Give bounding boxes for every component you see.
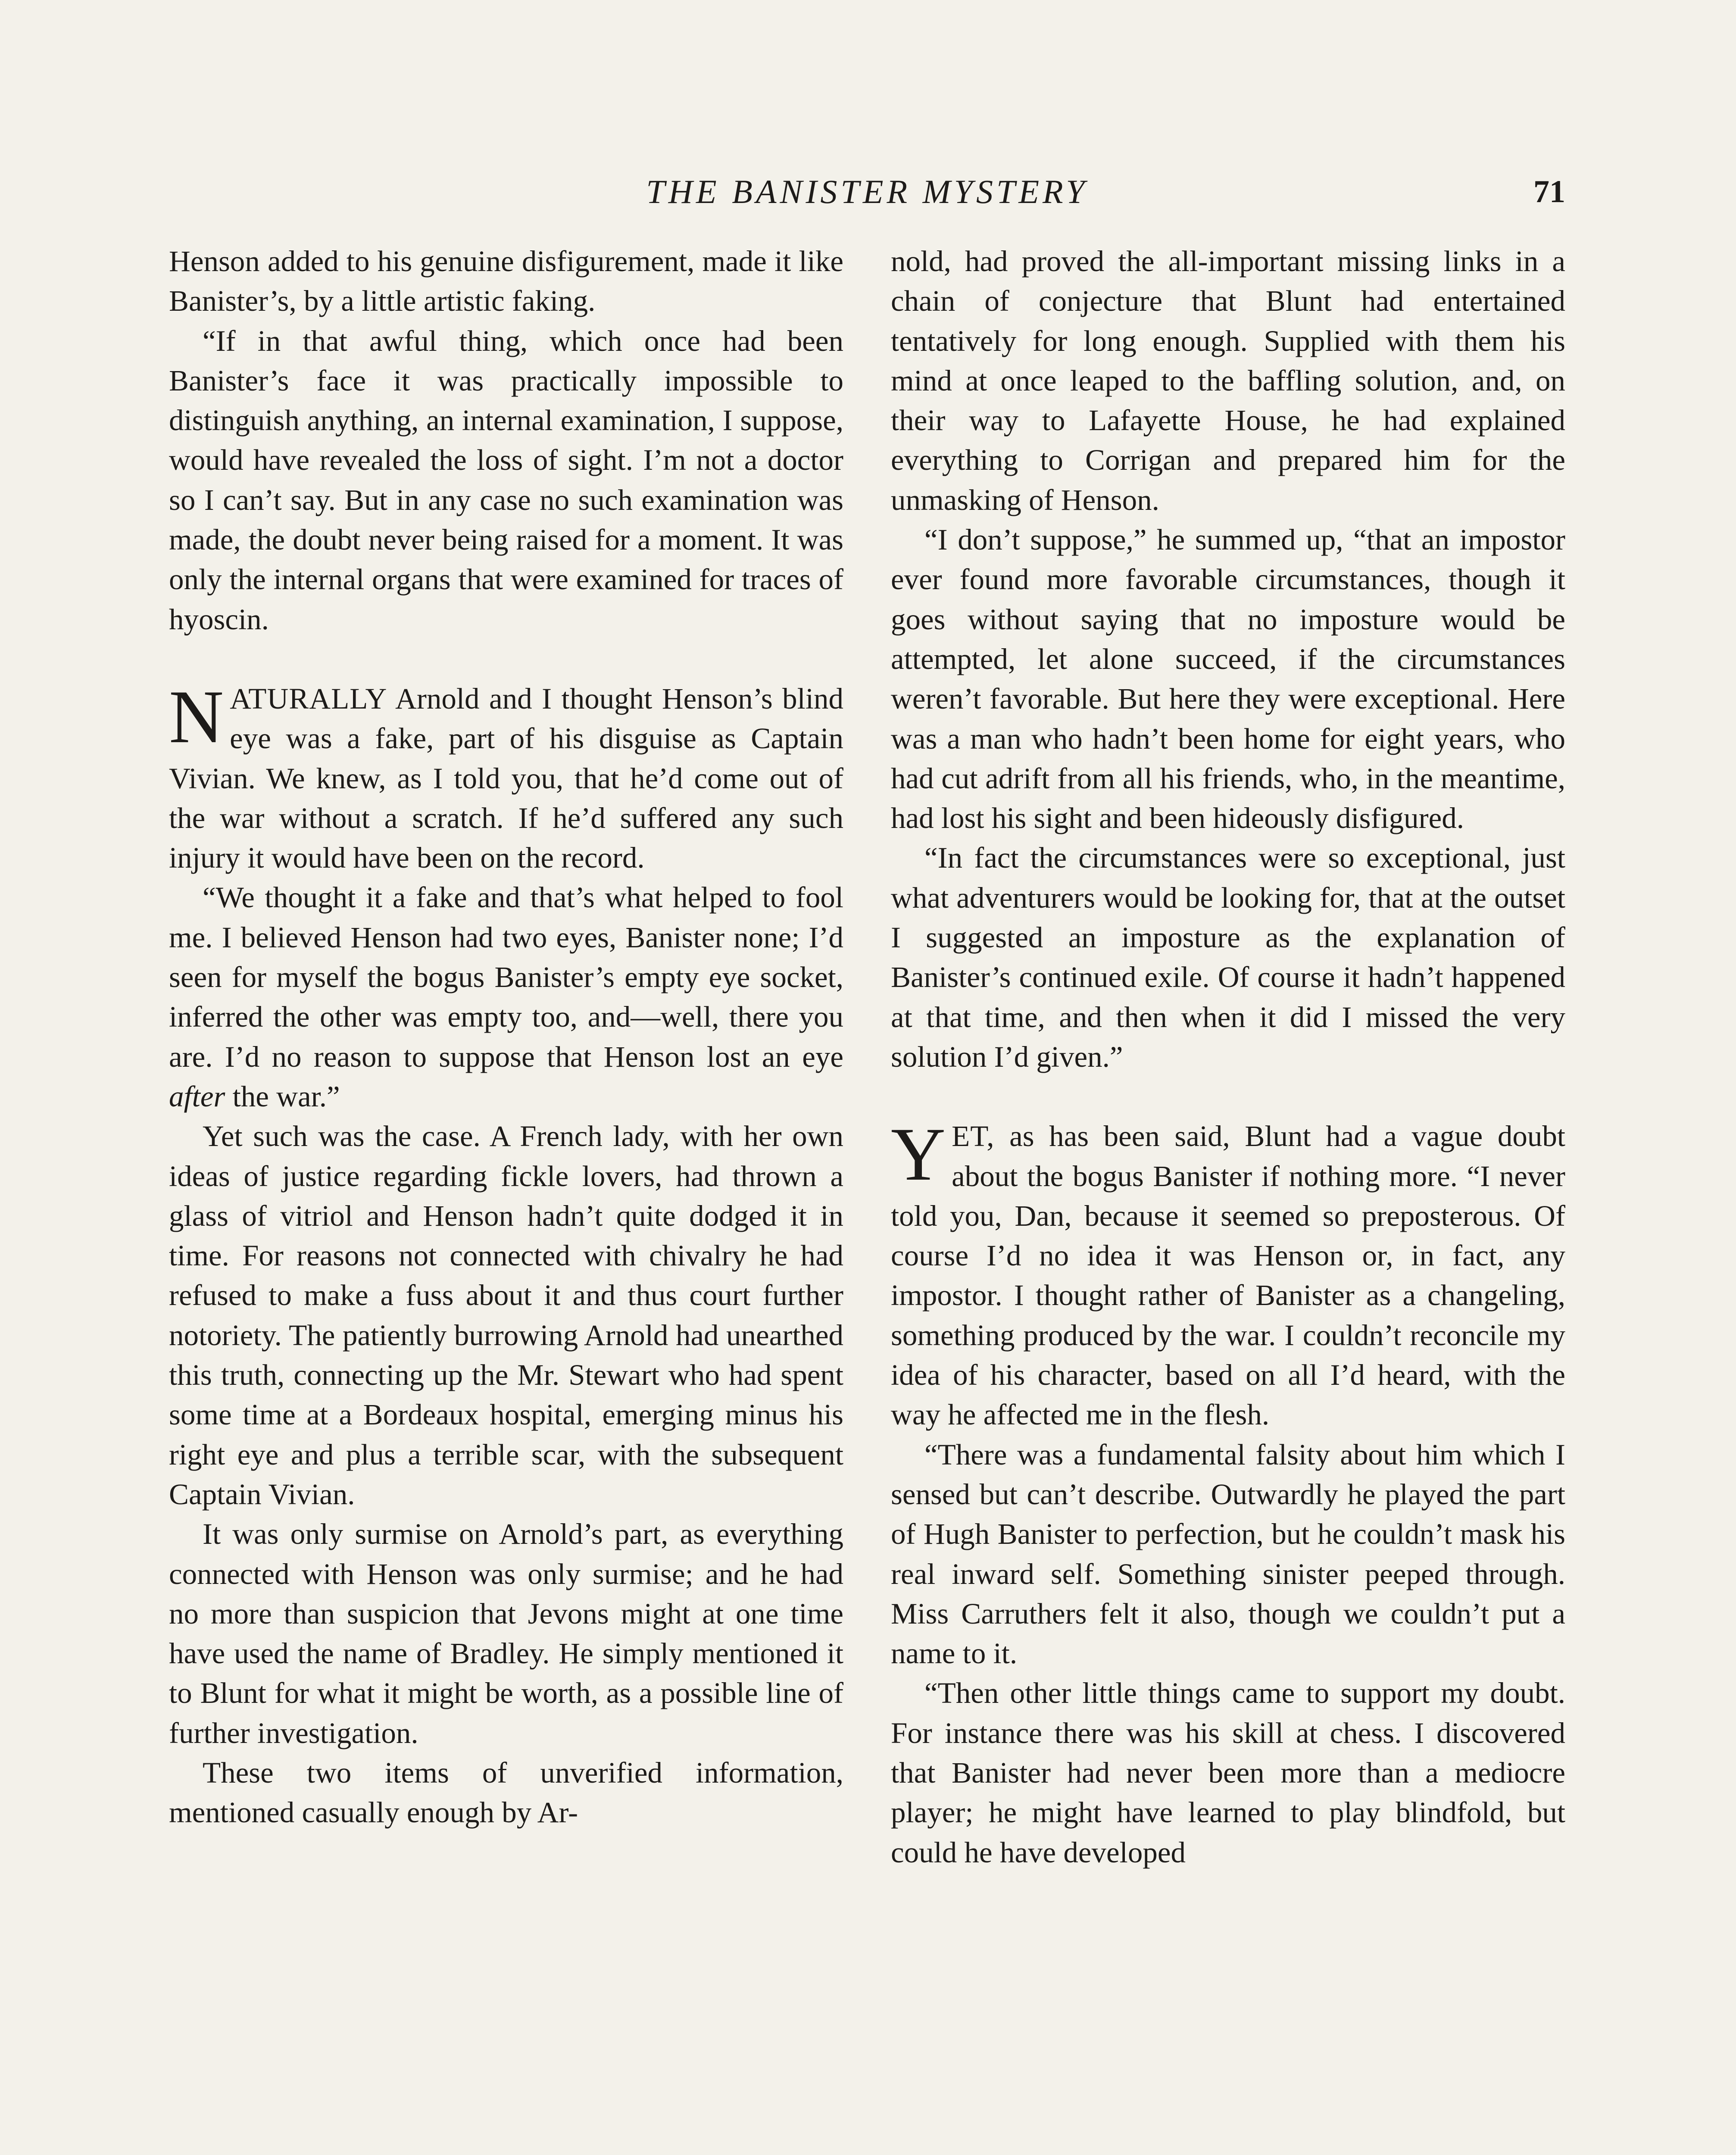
paragraph-text: as has been said, Blunt had a vague doubt about the bogus Banister if nothing more. “I never told you, Dan, because it seemed so preposterous. Of course I’d no idea it was Henson or, in fact, any impostor. I thought rather of Banister as a changeling, something produced by the war. I couldn’t reconcile my idea of his character, based on all I’d heard, with the way he affected me in the flesh. — [891, 1120, 1565, 1431]
small-caps-lead: ATURALLY — [230, 682, 387, 715]
section-paragraph — [169, 675, 843, 878]
italic-word: after — [169, 1080, 225, 1113]
page-number: 71 — [1533, 174, 1565, 209]
paragraph: nold, had proved the all-important missing links in a chain of conjecture that Blunt had entertained tentatively for long enough. Supplied with them his mind at once leaped to the baffling solution, and, on their way to Lafayette House, he had explained everything to Corrigan and prepared him for the unmasking of Henson. — [891, 245, 1565, 516]
paragraph — [169, 878, 843, 1116]
paragraph-text: Arnold and I thought Henson’s blind eye was a fake, part of his disguise as Captain Vivian. We knew, as I told you, that he’d come out of the war without a scratch. If he’d suffered any such injury it would have been on the record. — [169, 682, 843, 874]
running-head — [169, 168, 1565, 216]
running-title: THE BANISTER MYSTERY — [646, 173, 1088, 210]
paragraph: Henson added to his genuine disfigurement, made it like Banister’s, by a little artistic faking. — [169, 245, 843, 318]
drop-cap: Y — [891, 1112, 946, 1197]
paragraph: Yet such was the case. A French lady, with her own ideas of justice regarding fickle lovers, had thrown a glass of vitriol and Henson hadn’t quite dodged it in time. For reasons not connected with chivalry he had refused to make a fuss about it and thus court further notoriety. The patiently burrowing Arnold had unearthed this truth, connecting up the Mr. Stewart who had spent some time at a Bordeaux hospital, emerging minus his right eye and plus a terrible scar, with the subsequent Captain Vivian. — [169, 1120, 843, 1511]
paragraph: It was only surmise on Arnold’s part, as everything connected with Henson was only surmise; and he had no more than suspicion that Jevons might at one time have used the name of Bradley. He simply mentioned it to Blunt for what it might be worth, as a possible line of further investigation. — [169, 1518, 843, 1749]
paragraph: “I don’t suppose,” he summed up, “that an impostor ever found more favorable circumstances, though it goes without saying that no imposture would be attempted, let alone succeed, if the circumstances weren’t favorable. But here they were exceptional. Here was a man who hadn’t been home for eight years, who had cut adrift from all his friends, who, in the meantime, had lost his sight and been hideously disfigured. — [891, 523, 1565, 835]
small-caps-lead: ET, — [952, 1120, 995, 1153]
left-column — [169, 241, 843, 1833]
drop-cap: N — [169, 675, 224, 759]
paragraph-text: “We thought it a fake and that’s what helped to fool me. I believed Henson had two eyes, Banister none; I’d seen for myself the bogus Banister’s empty eye socket, inferred the other was empty too, and—well, there you are. I’d no reason to suppose that Henson lost an eye — [169, 881, 843, 1073]
section-paragraph — [891, 1112, 1565, 1434]
right-column — [891, 241, 1565, 1872]
paragraph: These two items of unverified information, mentioned casually enough by Ar- — [169, 1756, 843, 1829]
paragraph: “In fact the circumstances were so exceptional, just what adventurers would be looking for, that at the outset I suggested an imposture as the explanation of Banister’s continued exile. Of course it hadn’t happened at that time, and then when it did I missed the very solution I’d given.” — [891, 841, 1565, 1073]
paragraph: “There was a fundamental falsity about him which I sensed but can’t describe. Outwardly he played the part of Hugh Banister to perfection, but he couldn’t mask his real inward self. Something sinister peeped through. Miss Carruthers felt it also, though we couldn’t put a name to it. — [891, 1438, 1565, 1670]
paragraph: “If in that awful thing, which once had been Banister’s face it was practically impossible to distinguish anything, an internal examination, I suppose, would have revealed the loss of sight. I’m not a doctor so I can’t say. But in any case no such examination was made, the doubt never being raised for a moment. It was only the internal organs that were examined for traces of hyoscin. — [169, 324, 843, 636]
paragraph: “Then other little things came to support my doubt. For instance there was his skill at chess. I discovered that Banister had never been more than a mediocre player; he might have learned to play blindfold, but could he have developed — [891, 1677, 1565, 1869]
paragraph-text: the war.” — [225, 1080, 340, 1113]
